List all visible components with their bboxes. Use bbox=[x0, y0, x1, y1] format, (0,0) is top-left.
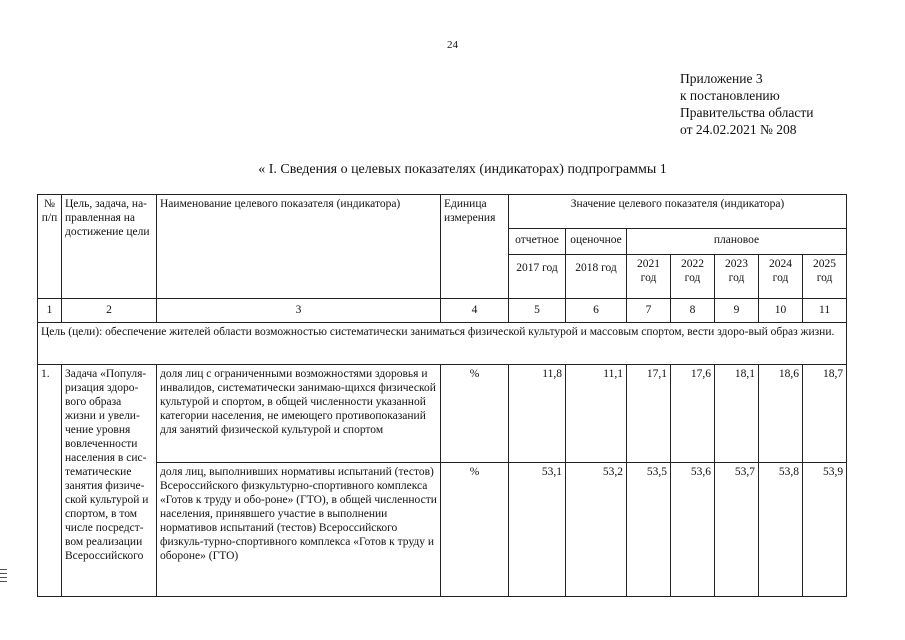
header-indicator: Наименование целевого показателя (индикатора) bbox=[157, 195, 441, 299]
value-cell: 17,6 bbox=[671, 365, 715, 463]
header-num: № п/п bbox=[38, 195, 62, 299]
value-cell: 53,9 bbox=[803, 463, 847, 597]
header-row-1 bbox=[38, 195, 847, 229]
scan-mark bbox=[0, 569, 7, 570]
column-number: 7 bbox=[627, 299, 671, 323]
appendix-line-2: к постановлению bbox=[680, 88, 780, 103]
page-number: 24 bbox=[447, 39, 458, 51]
table-row bbox=[38, 365, 847, 463]
header-planned: плановое bbox=[627, 229, 847, 255]
header-goal: Цель, задача, на-правленная на достижение цели bbox=[62, 195, 157, 299]
column-number: 6 bbox=[566, 299, 627, 323]
value-cell: 18,1 bbox=[715, 365, 759, 463]
column-number: 2 bbox=[62, 299, 157, 323]
indicator-name: доля лиц, выполнивших нормативы испытаний (тестов) Всероссийского физкультурно-спортивного комплекса «Готов к труду и обо-роне» (ГТО), в общей численности населения, принявшего участие в выполнении нормативов испытаний (тестов) Всероссийского физкуль-турно-спортивного комплекса «Готов к труду и обороне» (ГТО) bbox=[157, 463, 441, 597]
scan-mark bbox=[0, 573, 7, 574]
task-number: 1. bbox=[38, 365, 62, 597]
column-number-row bbox=[38, 299, 847, 323]
scan-edge-marks bbox=[0, 569, 7, 585]
indicator-name: доля лиц с ограниченными возможностями здоровья и инвалидов, систематически занимаю-щихся физической культурой и спортом, в общей численности указанной категории населения, не имеющего противопоказаний для занятий физической культурой и спортом bbox=[157, 365, 441, 463]
goal-row bbox=[38, 323, 847, 365]
header-year-2022: 2022 год bbox=[671, 255, 715, 299]
header-year-2017: 2017 год bbox=[509, 255, 566, 299]
header-value: Значение целевого показателя (индикатора) bbox=[509, 195, 847, 229]
scan-mark bbox=[0, 577, 7, 578]
appendix-line-3: Правительства области bbox=[680, 105, 814, 120]
value-cell: 53,7 bbox=[715, 463, 759, 597]
header-year-2021: 2021 год bbox=[627, 255, 671, 299]
column-number: 10 bbox=[759, 299, 803, 323]
header-unit: Единица измерения bbox=[441, 195, 509, 299]
header-year-2024: 2024 год bbox=[759, 255, 803, 299]
column-number: 1 bbox=[38, 299, 62, 323]
table-row bbox=[38, 463, 847, 597]
task-text: Задача «Популя-ризация здоро-вого образа жизни и увели-чение уровня вовлеченности населения в сис-тематические занятия физиче-ской культурой и спортом, в том числе посредст-вом реализации Всероссийского bbox=[62, 365, 157, 597]
value-cell: 18,6 bbox=[759, 365, 803, 463]
appendix-line-4: от 24.02.2021 № 208 bbox=[680, 122, 797, 137]
column-number: 4 bbox=[441, 299, 509, 323]
indicator-unit: % bbox=[441, 365, 509, 463]
value-cell: 53,8 bbox=[759, 463, 803, 597]
header-year-2018: 2018 год bbox=[566, 255, 627, 299]
value-cell: 53,2 bbox=[566, 463, 627, 597]
header-year-2025: 2025 год bbox=[803, 255, 847, 299]
header-estimated: оценочное bbox=[566, 229, 627, 255]
value-cell: 11,1 bbox=[566, 365, 627, 463]
header-year-2023: 2023 год bbox=[715, 255, 759, 299]
appendix-block bbox=[680, 70, 813, 138]
document-title: « I. Сведения о целевых показателях (индикаторах) подпрограммы 1 bbox=[258, 162, 667, 177]
value-cell: 17,1 bbox=[627, 365, 671, 463]
column-number: 5 bbox=[509, 299, 566, 323]
column-number: 11 bbox=[803, 299, 847, 323]
header-reported: отчетное bbox=[509, 229, 566, 255]
scan-mark bbox=[0, 581, 7, 582]
column-number: 8 bbox=[671, 299, 715, 323]
indicators-table bbox=[37, 194, 847, 597]
value-cell: 53,1 bbox=[509, 463, 566, 597]
value-cell: 53,5 bbox=[627, 463, 671, 597]
indicator-unit: % bbox=[441, 463, 509, 597]
value-cell: 53,6 bbox=[671, 463, 715, 597]
value-cell: 11,8 bbox=[509, 365, 566, 463]
column-number: 3 bbox=[157, 299, 441, 323]
appendix-line-1: Приложение 3 bbox=[680, 71, 763, 86]
value-cell: 18,7 bbox=[803, 365, 847, 463]
goal-text: Цель (цели): обеспечение жителей области возможностью систематически заниматься физической культурой и массовым спортом, вести здоро-вый образ жизни. bbox=[38, 323, 847, 365]
column-number: 9 bbox=[715, 299, 759, 323]
